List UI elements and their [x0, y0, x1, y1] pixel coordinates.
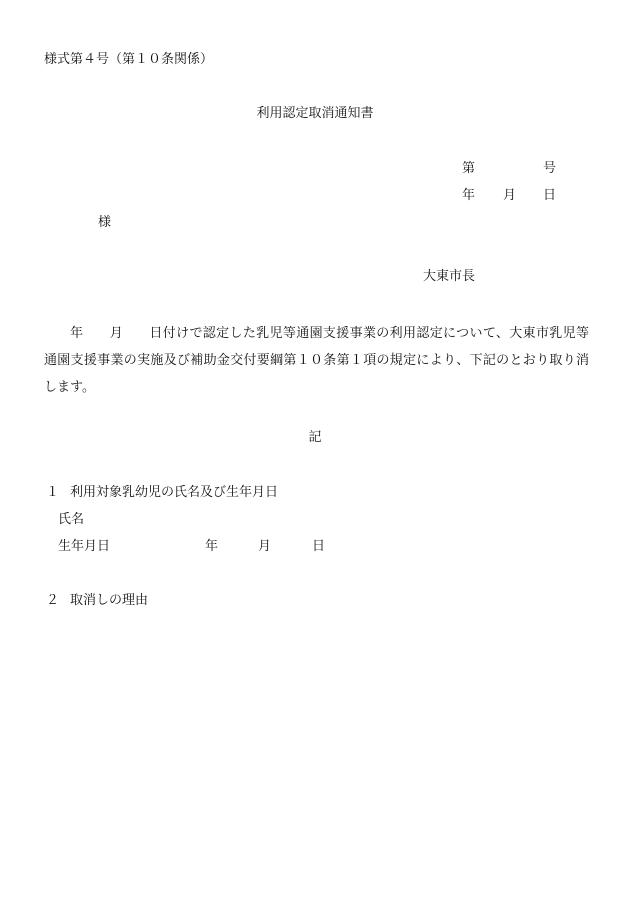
body-year-label: 年	[70, 326, 84, 341]
body-paragraph	[44, 320, 589, 401]
section-1-heading	[46, 485, 278, 501]
issue-number-suffix: 号	[543, 161, 557, 176]
issue-number-prefix: 第	[462, 161, 476, 176]
recipient-honorific: 様	[98, 215, 112, 230]
form-number: 様式第４号（第１０条関係）	[44, 52, 214, 67]
issue-date-day-label: 日	[543, 188, 557, 203]
issuer-name: 大東市長	[423, 269, 476, 284]
child-dob-day-label: 日	[312, 539, 326, 554]
child-dob-year-label: 年	[205, 539, 219, 554]
child-dob-label: 生年月日	[58, 539, 111, 554]
child-dob-month-label: 月	[258, 539, 272, 554]
body-month-label: 月	[109, 326, 124, 341]
section-2-title: 取消しの理由	[70, 593, 149, 608]
body-text: 日付けで認定した乳児等通園支援事業の利用認定について、大東市乳児等通園支援事業の実施及び補助金交付要綱第１０条第１項の規定により、下記のとおり取り消します。	[44, 326, 589, 395]
issue-date-year-label: 年	[462, 188, 476, 203]
section-1-number: １	[46, 485, 60, 500]
notice-heading: 記	[308, 430, 322, 445]
child-name-label: 氏名	[58, 512, 85, 527]
document-title: 利用認定取消通知書	[256, 106, 374, 121]
section-2-number: ２	[46, 593, 60, 608]
issue-date-month-label: 月	[503, 188, 517, 203]
section-1-title: 利用対象乳幼児の氏名及び生年月日	[70, 485, 279, 500]
section-2-heading	[46, 593, 148, 609]
